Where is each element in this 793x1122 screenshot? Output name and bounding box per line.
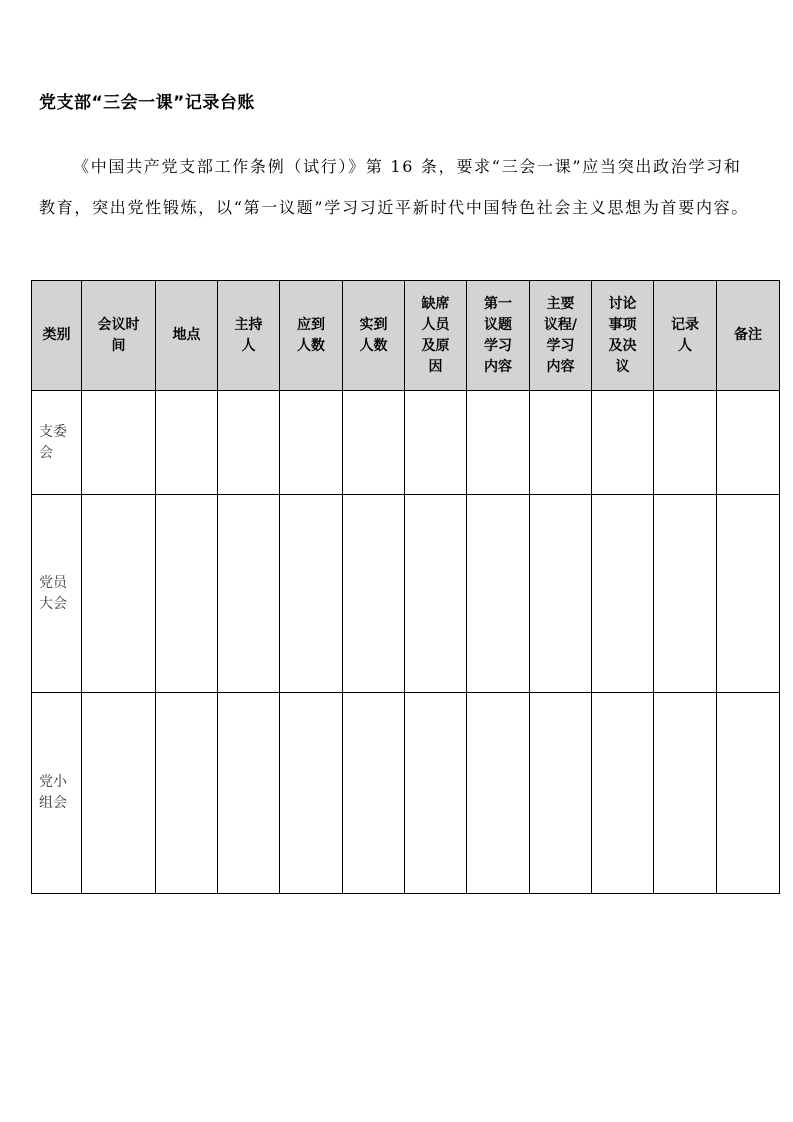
- header-host: 主持 人: [218, 281, 280, 391]
- remarks-cell[interactable]: [717, 391, 780, 495]
- meeting-time-cell[interactable]: [82, 391, 156, 495]
- header-row: [32, 281, 780, 391]
- expected-attendees-cell[interactable]: [280, 495, 343, 693]
- host-cell[interactable]: [218, 693, 280, 894]
- header-category: 类别: [32, 281, 82, 391]
- actual-attendees-cell[interactable]: [343, 693, 405, 894]
- absentees-cell[interactable]: [405, 495, 467, 693]
- expected-attendees-cell[interactable]: [280, 693, 343, 894]
- header-absentees-reason: 缺席 人员 及原 因: [405, 281, 467, 391]
- record-ledger-table: [31, 280, 780, 894]
- intro-paragraph: 《中国共产党支部工作条例（试行）》第 16 条，要求“三会一课”应当突出政治学习和教育，突出党性锻炼，以“第一议题”学习习近平新时代中国特色社会主义思想为首要内容。: [39, 157, 750, 217]
- recorder-cell[interactable]: [654, 495, 717, 693]
- header-remarks: 备注: [717, 281, 780, 391]
- meeting-time-cell[interactable]: [82, 693, 156, 894]
- header-meeting-time: 会议时 间: [82, 281, 156, 391]
- expected-attendees-cell[interactable]: [280, 391, 343, 495]
- recorder-cell[interactable]: [654, 391, 717, 495]
- actual-attendees-cell[interactable]: [343, 495, 405, 693]
- header-actual-attendees: 实到 人数: [343, 281, 405, 391]
- document-title: 党支部“三会一课”记录台账: [39, 93, 255, 113]
- host-cell[interactable]: [218, 495, 280, 693]
- table-row: [32, 693, 780, 894]
- absentees-cell[interactable]: [405, 693, 467, 894]
- location-cell[interactable]: [156, 495, 218, 693]
- header-first-topic: 第一 议题 学习 内容: [467, 281, 530, 391]
- main-agenda-cell[interactable]: [530, 391, 592, 495]
- first-topic-cell[interactable]: [467, 693, 530, 894]
- header-recorder: 记录 人: [654, 281, 717, 391]
- location-cell[interactable]: [156, 391, 218, 495]
- host-cell[interactable]: [218, 391, 280, 495]
- category-cell: 支委 会: [32, 391, 82, 495]
- discussion-cell[interactable]: [592, 693, 654, 894]
- remarks-cell[interactable]: [717, 693, 780, 894]
- header-expected-attendees: 应到 人数: [280, 281, 343, 391]
- table-row: [32, 391, 780, 495]
- discussion-cell[interactable]: [592, 391, 654, 495]
- category-cell: 党小 组会: [32, 693, 82, 894]
- actual-attendees-cell[interactable]: [343, 391, 405, 495]
- main-agenda-cell[interactable]: [530, 495, 592, 693]
- recorder-cell[interactable]: [654, 693, 717, 894]
- remarks-cell[interactable]: [717, 495, 780, 693]
- header-main-agenda: 主要 议程/ 学习 内容: [530, 281, 592, 391]
- main-agenda-cell[interactable]: [530, 693, 592, 894]
- first-topic-cell[interactable]: [467, 391, 530, 495]
- table-row: [32, 495, 780, 693]
- header-discussion-resolution: 讨论 事项 及决 议: [592, 281, 654, 391]
- absentees-cell[interactable]: [405, 391, 467, 495]
- discussion-cell[interactable]: [592, 495, 654, 693]
- meeting-time-cell[interactable]: [82, 495, 156, 693]
- category-cell: 党员 大会: [32, 495, 82, 693]
- first-topic-cell[interactable]: [467, 495, 530, 693]
- header-location: 地点: [156, 281, 218, 391]
- location-cell[interactable]: [156, 693, 218, 894]
